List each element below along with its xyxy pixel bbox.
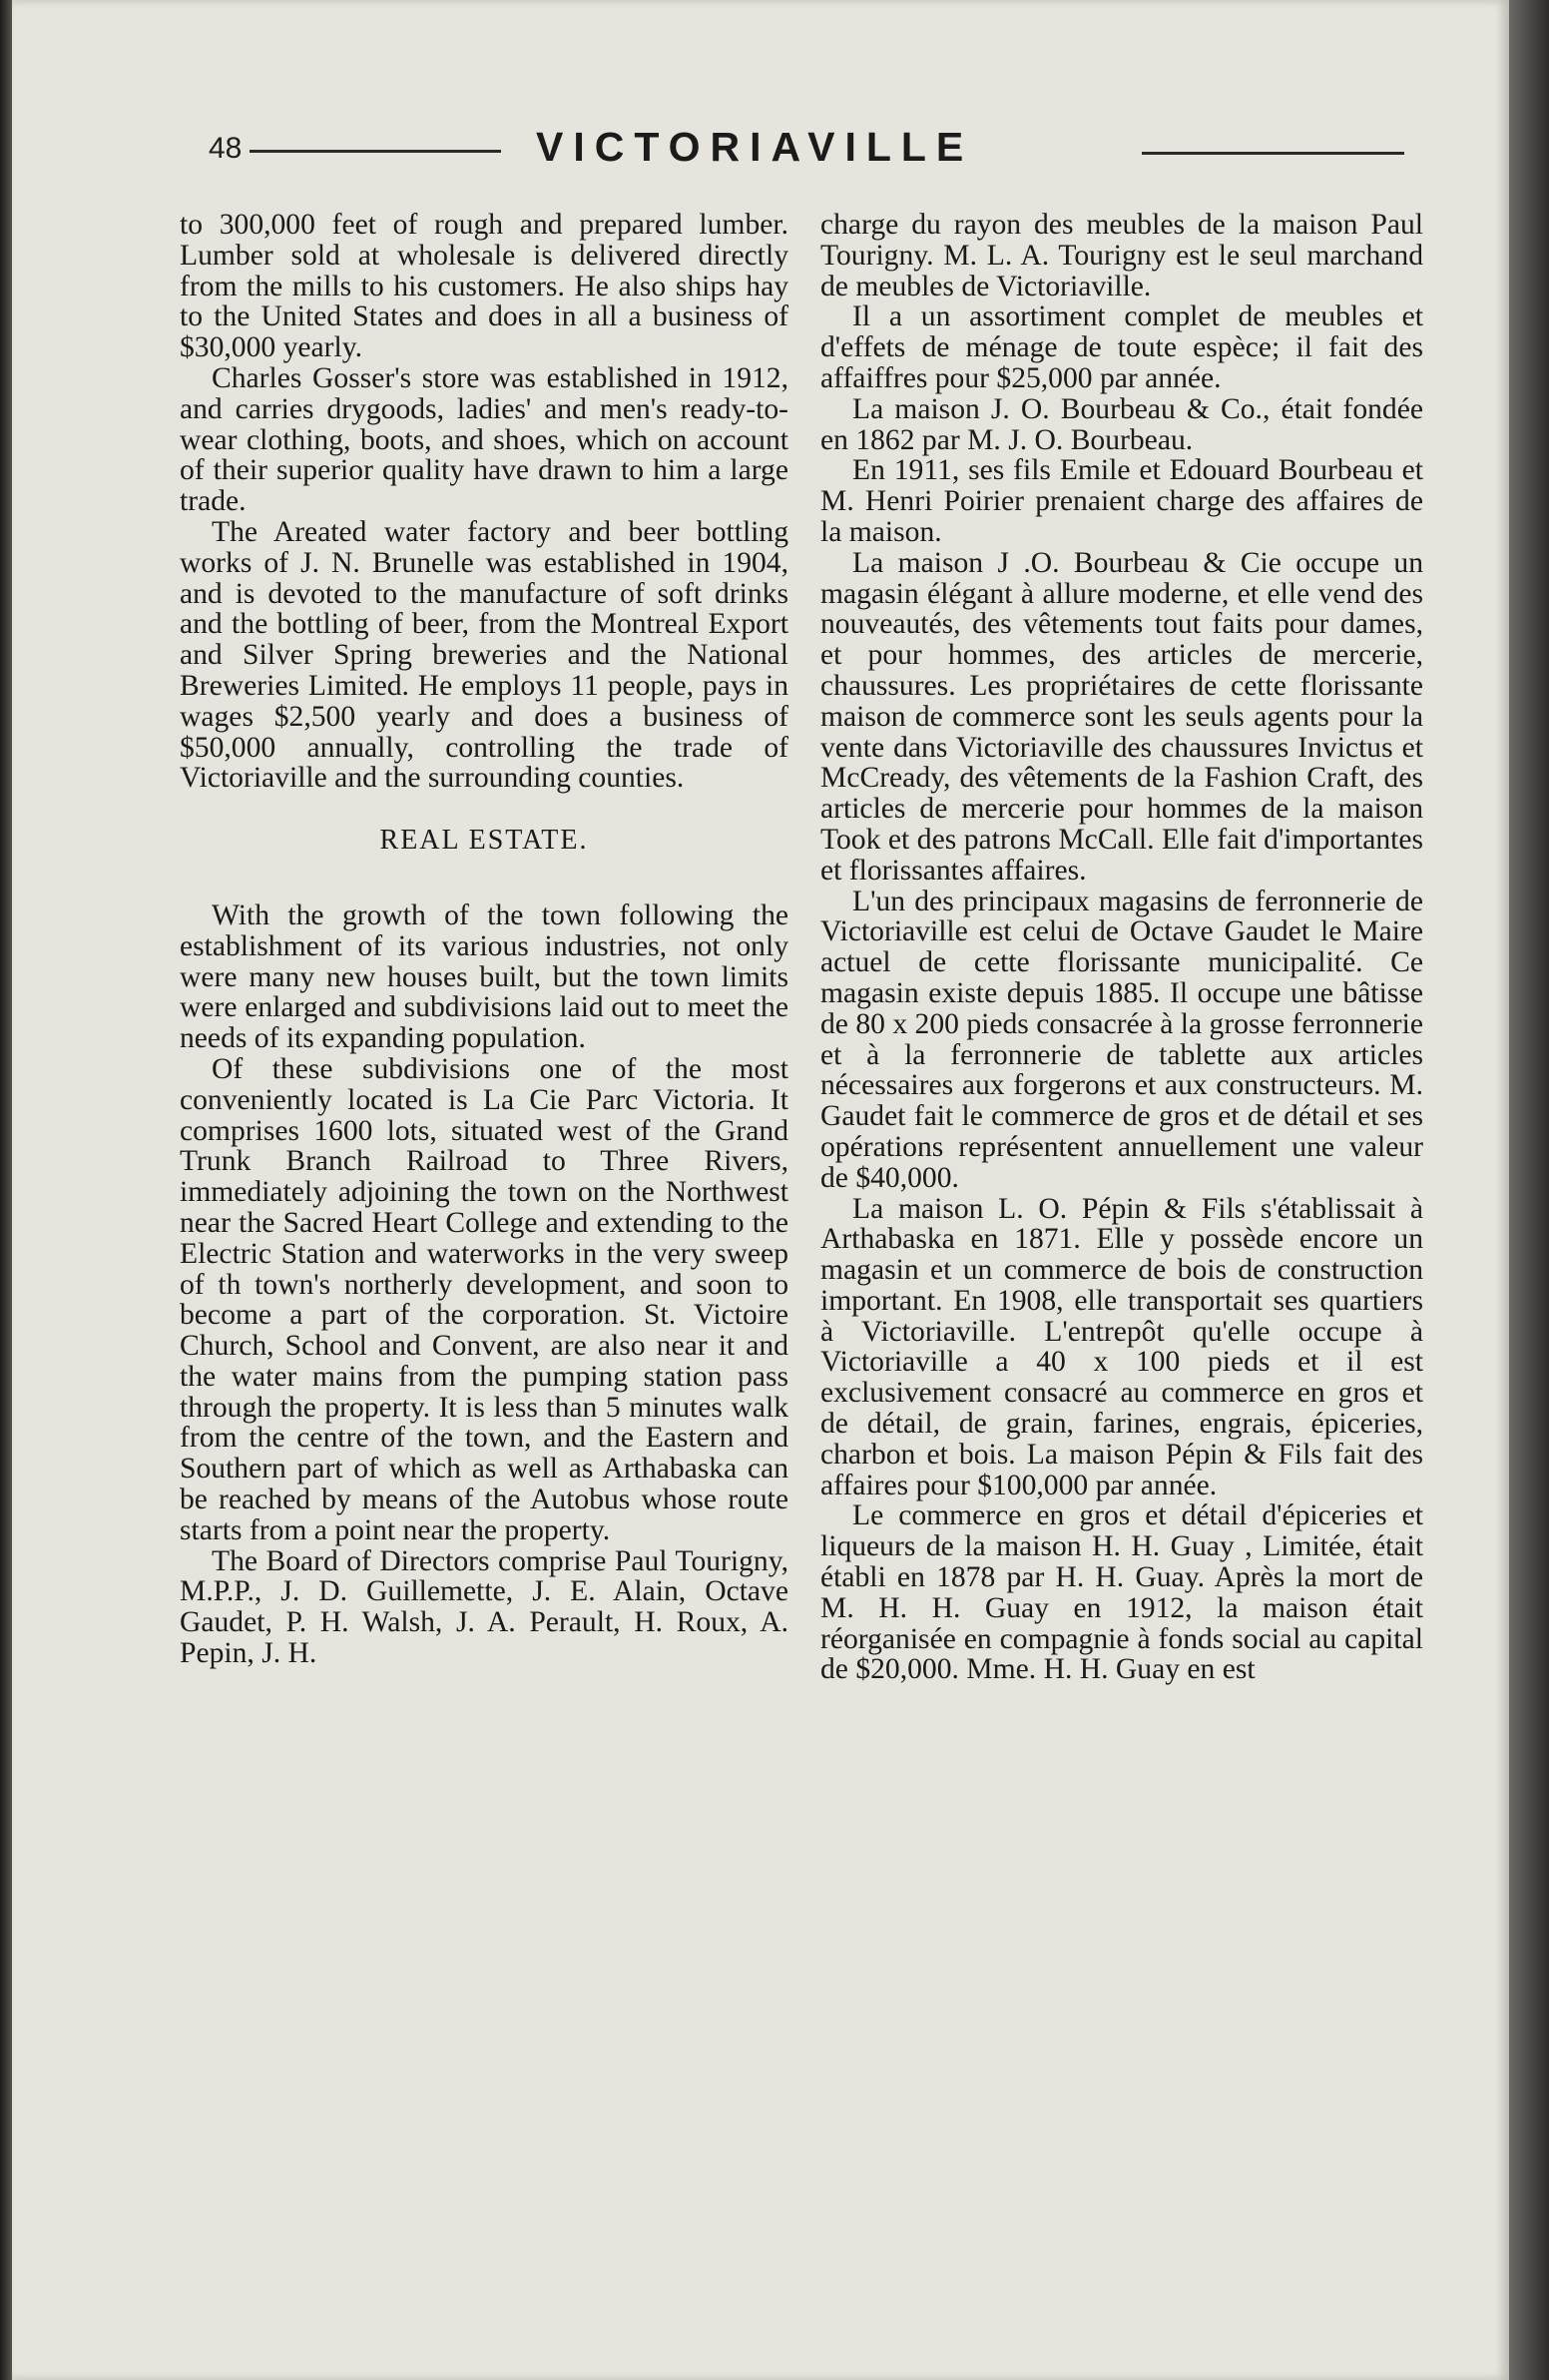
header-rule-right — [1142, 152, 1404, 155]
paragraph: The Board of Directors comprise Paul Tourigny, M.P.P., J. D. Guillemette, J. E. Alain, Octave Gaudet, P. H. Walsh, J. A. Perault, H. Roux, A. Pepin, J. H. — [180, 1544, 788, 1670]
paragraph: to 300,000 feet of rough and prepared lumber. Lumber sold at wholesale is delivered directly from the mills to his customers. He also ships hay to the United States and does in all a business of $30,000 yearly. — [180, 209, 788, 364]
binding-edge — [0, 0, 12, 2380]
header-rule-left — [250, 150, 501, 153]
page-edge-shadow — [1509, 0, 1549, 2380]
paragraph: La maison L. O. Pépin & Fils s'établissait à Arthabaska en 1871. Elle y possède encore un magasin et un commerce de bois de construction important. En 1908, elle transportait ses quartiers à Victoriaville. L'entrepôt qu'elle occupe à Victoriaville a 40 x 100 pieds et il est exclusivement consacré au commerce en gros et de détail, de grain, farines, engrais, épiceries, charbon et bois. La maison Pépin & Fils fait des affaires pour $100,000 par année. — [820, 1192, 1423, 1501]
paragraph: Il a un assortiment complet de meubles et d'effets de ménage de toute espèce; il fait des affaiffres pour $25,000 par année. — [820, 300, 1423, 394]
paragraph: With the growth of the town following the establishment of its various industries, not only were many new houses built, but the town limits were enlarged and subdivisions laid out to meet the needs of its expanding population. — [180, 898, 788, 1055]
paragraph: L'un des principaux magasins de ferronnerie de Victoriaville est celui de Octave Gaudet le Maire actuel de cette florissante municipalité. Ce magasin existe depuis 1885. Il occupe une bâtisse de 80 x 200 pieds consacrée à la grosse ferronnerie et à la ferronnerie de tablette aux articles nécessaires aux forgerons et aux constructeurs. M. Gaudet fait le commerce de gros et de détail et ses opérations représentent annuellement une valeur de $40,000. — [820, 885, 1423, 1194]
running-header — [192, 124, 1429, 184]
paragraph: La maison J .O. Bourbeau & Cie occupe un magasin élégant à allure moderne, et elle vend des nouveautés, des vêtements tout faits pour dames, et pour hommes, des articles de mercerie, chaussures. Les propriétaires de cette florissante maison de commerce sont les seuls agents pour la vente dans Victoriaville des chaussures Invictus et McCready, des vêtements de la Fashion Craft, des articles de mercerie pour hommes de la maison Took et des patrons McCall. Elle fait d'importantes et florissantes affaires. — [820, 546, 1423, 887]
right-column — [820, 210, 1423, 1685]
paragraph: Of these subdivisions one of the most conveniently located is La Cie Parc Victoria. It comprises 1600 lots, situated west of the Grand Trunk Branch Railroad to Three Rivers, immediately adjoining the town on the Northwest near the Sacred Heart College and extending to the Electric Station and waterworks in the very sweep of th town's northerly development, and soon to become a part of the corporation. St. Victoire Church, School and Convent, are also near it and the water mains from the pumping station pass through the property. It is less than 5 minutes walk from the centre of the town, and the Eastern and Southern part of which as well as Arthabaska can be reached by means of the Autobus whose route starts from a point near the property. — [180, 1052, 788, 1546]
paragraph: Le commerce en gros et détail d'épiceries et liqueurs de la maison H. H. Guay , Limitée, était établi en 1878 par H. H. Guay. Après la mort de M. H. H. Guay en 1912, la maison était réorganisée en compagnie à fonds social au capital de $20,000. Mme. H. H. Guay en est — [820, 1499, 1423, 1686]
paragraph: charge du rayon des meubles de la maison Paul Tourigny. M. L. A. Tourigny est le seul marchand de meubles de Victoriaville. — [820, 209, 1423, 302]
paragraph: The Areated water factory and beer bottling works of J. N. Brunelle was established in 1904, and is devoted to the manufacture of soft drinks and the bottling of beer, from the Montreal Export and Silver Spring breweries and the National Breweries Limited. He employs 11 people, pays in wages $2,500 yearly and does a business of $50,000 annually, controlling the trade of Victoriaville and the surrounding counties. — [180, 515, 788, 795]
left-column — [180, 210, 788, 1669]
paragraph: La maison J. O. Bourbeau & Co., était fondée en 1862 par M. J. O. Bourbeau. — [820, 392, 1423, 456]
section-heading: REAL ESTATE. — [379, 825, 589, 857]
paragraph: Charles Gosser's store was established in 1912, and carries drygoods, ladies' and men's ready-to-wear clothing, boots, and shoes, which on account of their superior quality have drawn to him a large trade. — [180, 361, 788, 518]
page-number: 48 — [209, 132, 243, 165]
paragraph: En 1911, ses fils Emile et Edouard Bourbeau et M. Henri Poirier prenaient charge des affaires de la maison. — [820, 454, 1423, 548]
running-title: VICTORIAVILLE — [536, 124, 974, 170]
